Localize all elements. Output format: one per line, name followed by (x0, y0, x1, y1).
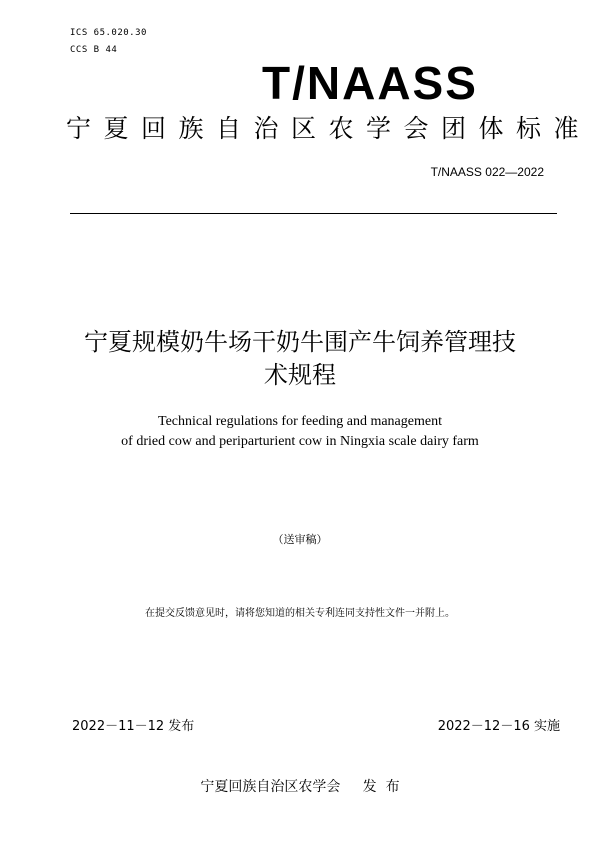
standard-number: T/NAASS 022—2022 (430, 165, 544, 179)
publisher: 宁夏回族自治区农学会 发 布 (200, 779, 400, 795)
chinese-title-line-2: 术规程 (264, 361, 336, 389)
chinese-title-line-1: 宁夏规模奶牛场干奶牛围产牛饲养管理技 (84, 328, 516, 356)
chinese-title (50, 326, 550, 392)
organization-name: 宁夏回族自治区农学会团体标准 (66, 114, 592, 143)
english-title (40, 412, 560, 452)
ccs-code: CCS B 44 (70, 45, 118, 55)
standard-logo: T/NAASS (262, 57, 478, 109)
header-divider (70, 213, 557, 214)
issue-date: 2022－11－12 发布 (72, 719, 195, 734)
english-title-line-1: Technical regulations for feeding and management (158, 414, 442, 429)
ics-code: ICS 65.020.30 (70, 28, 147, 38)
patent-notice: 在提交反馈意见时，请将您知道的相关专利连同支持性文件一并附上。 (145, 608, 455, 619)
implementation-date: 2022－12－16 实施 (437, 719, 560, 734)
draft-label: （送审稿） (272, 533, 328, 546)
english-title-line-2: of dried cow and periparturient cow in Ningxia scale dairy farm (121, 434, 479, 449)
